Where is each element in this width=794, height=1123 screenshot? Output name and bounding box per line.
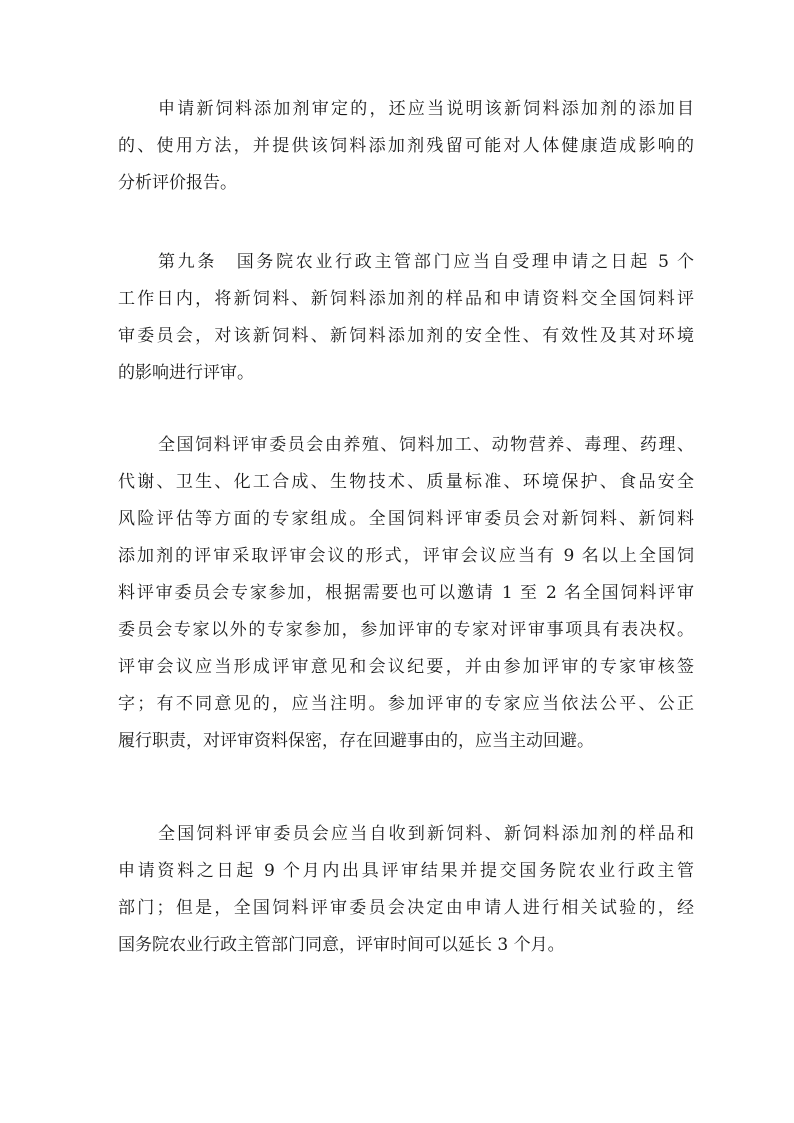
text-line: 字；有不同意见的，应当注明。参加评审的专家应当依法公平、公正: [118, 694, 694, 714]
text-line: 申请新饲料添加剂审定的，还应当说明该新饲料添加剂的添加目: [158, 99, 694, 119]
text-line: 风险评估等方面的专家组成。全国饲料评审委员会对新饲料、新饲料: [118, 509, 694, 529]
paragraph-review-timeline: [118, 816, 694, 964]
text-line: 工作日内，将新饲料、新饲料添加剂的样品和申请资料交全国饲料评: [118, 289, 694, 309]
text-line: 添加剂的评审采取评审会议的形式，评审会议应当有 9 名以上全国饲: [118, 546, 694, 566]
text-line: 申请资料之日起 9 个月内出具评审结果并提交国务院农业行政主管: [118, 861, 694, 881]
text-line: 审委员会，对该新饲料、新饲料添加剂的安全性、有效性及其对环境: [118, 326, 694, 346]
text-line: 全国饲料评审委员会应当自收到新饲料、新饲料添加剂的样品和: [158, 824, 694, 844]
text-line: 第九条 国务院农业行政主管部门应当自受理申请之日起 5 个: [158, 252, 694, 272]
text-line: 委员会专家以外的专家参加，参加评审的专家对评审事项具有表决权。: [118, 620, 694, 640]
paragraph-article-9: [118, 244, 694, 392]
text-line: 的影响进行评审。: [118, 363, 254, 383]
text-line: 国务院农业行政主管部门同意，评审时间可以延长 3 个月。: [118, 935, 565, 955]
text-line: 代谢、卫生、化工合成、生物技术、质量标准、环境保护、食品安全: [118, 472, 694, 492]
paragraph-committee-composition: [118, 427, 694, 760]
paragraph-additive-application: [118, 91, 694, 202]
text-line: 部门；但是，全国饲料评审委员会决定由申请人进行相关试验的，经: [118, 898, 694, 918]
text-line: 料评审委员会专家参加，根据需要也可以邀请 1 至 2 名全国饲料评审: [118, 583, 694, 603]
text-line: 全国饲料评审委员会由养殖、饲料加工、动物营养、毒理、药理、: [158, 435, 694, 455]
text-line: 评审会议应当形成评审意见和会议纪要，并由参加评审的专家审核签: [118, 657, 694, 677]
text-line: 履行职责，对评审资料保密，存在回避事由的，应当主动回避。: [118, 731, 594, 751]
text-line: 的、使用方法，并提供该饲料添加剂残留可能对人体健康造成影响的: [118, 136, 694, 156]
text-line: 分析评价报告。: [118, 173, 237, 193]
